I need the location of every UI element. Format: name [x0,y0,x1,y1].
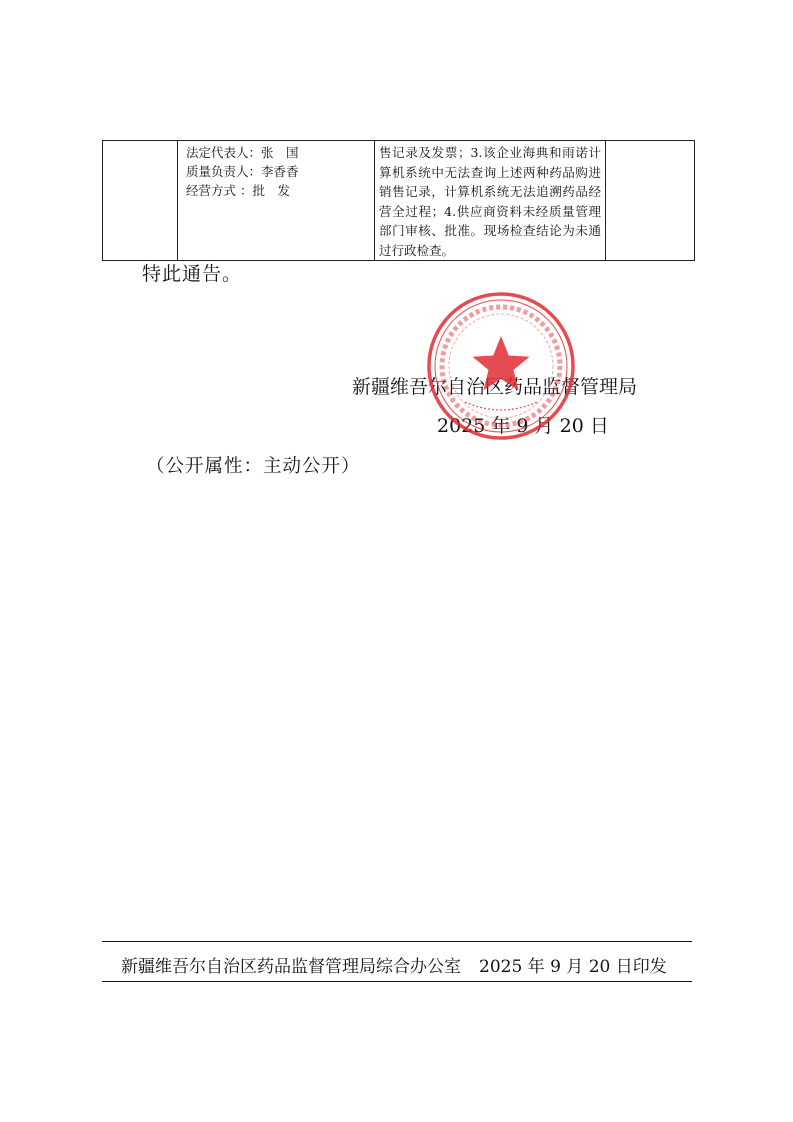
table-cell-remarks [606,141,695,261]
quality-manager: 质量负责人：李香香 [186,164,299,179]
signing-agency: 新疆维吾尔自治区药品监督管理局 [352,376,638,398]
inspection-findings: 售记录及发票；3.该企业海典和雨诺计算机系统中无法查询上述两种药品购进销售记录，计算机系统无法追溯药品经营全过程；4.供应商资料未经质量管理部门审核、批准。现场检查结论为未通过行政检查。 [379,145,601,258]
business-mode: 经营方式 ：批 发 [186,183,290,198]
official-seal [425,290,577,442]
table-row [103,141,695,261]
issue-date: 2025 年 9 月 20 日印发 [479,957,667,977]
issuing-office: 新疆维吾尔自治区药品监督管理局综合办公室 [121,957,461,977]
table-cell-index [103,141,178,261]
notice-text: 特此通告。 [142,263,243,285]
table-cell-findings [375,141,606,261]
footer-top-rule [102,941,692,942]
footer-bottom-rule [102,981,692,982]
inspection-results-table [102,140,695,261]
disclosure-attribute: （公开属性：主动公开） [146,456,361,477]
signing-date: 2025 年 9 月 20 日 [437,415,609,437]
footer-line [121,952,667,977]
star-icon [473,336,530,390]
legal-representative: 法定代表人：张 国 [186,145,299,160]
table-cell-company-info [178,141,375,261]
